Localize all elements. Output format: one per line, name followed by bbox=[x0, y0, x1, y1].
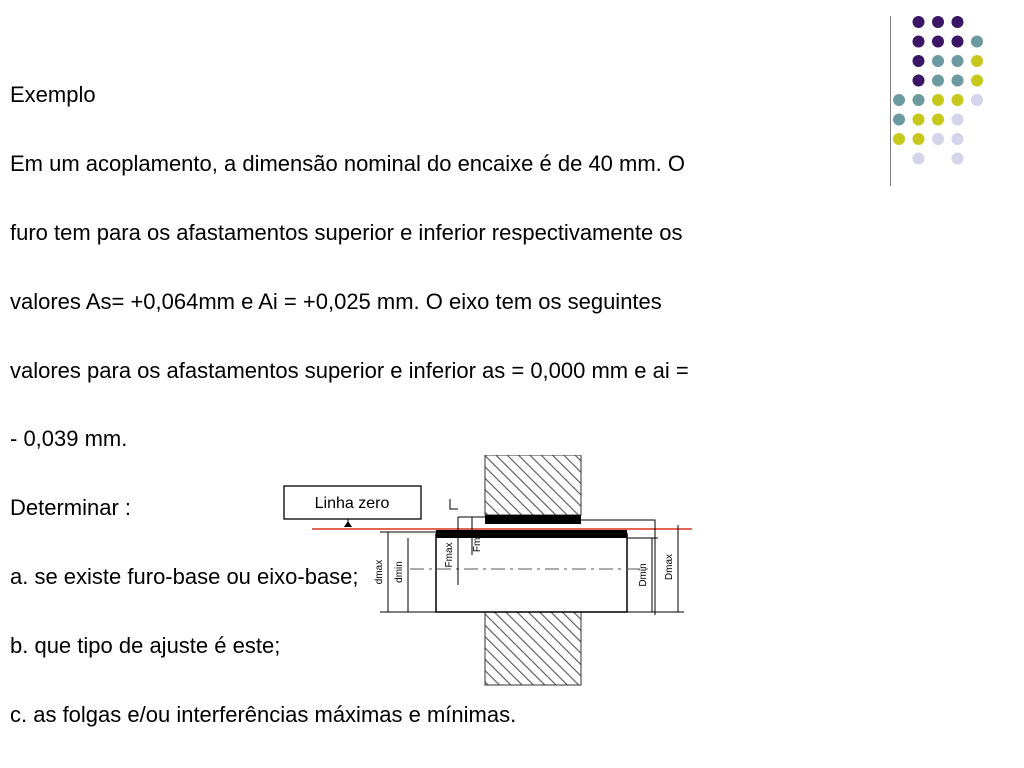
label-Dmax: Dmax bbox=[664, 553, 675, 581]
label-dmin: dmin bbox=[394, 561, 405, 583]
slide-title: Exemplo bbox=[10, 82, 96, 108]
hole-tolerance-band bbox=[485, 515, 581, 524]
decorative-dot bbox=[913, 114, 925, 126]
shaft-body bbox=[436, 534, 627, 612]
label-dmax: dmax bbox=[374, 559, 385, 585]
text-line: furo tem para os afastamentos superior e inferior respectivamente os bbox=[10, 220, 683, 246]
decorative-dot bbox=[932, 114, 944, 126]
leader-line bbox=[450, 499, 458, 509]
decorative-dot bbox=[893, 133, 905, 145]
zero-line-arrowhead bbox=[344, 521, 352, 527]
decorative-dot bbox=[971, 94, 983, 106]
label-Dmin: Dmin bbox=[638, 563, 649, 587]
decorative-dot bbox=[913, 94, 925, 106]
decorative-dot bbox=[952, 55, 964, 67]
decorative-divider-line bbox=[890, 16, 891, 186]
text-line: valores para os afastamentos superior e inferior as = 0,000 mm e ai = bbox=[10, 357, 689, 383]
decorative-dot bbox=[893, 94, 905, 106]
decorative-dot bbox=[952, 75, 964, 87]
decorative-dot bbox=[913, 16, 925, 28]
decorative-dot bbox=[971, 75, 983, 87]
decorative-dot bbox=[913, 133, 925, 145]
decorative-dot bbox=[971, 55, 983, 67]
text-line: Em um acoplamento, a dimensão nominal do encaixe é de 40 mm. O bbox=[10, 151, 686, 177]
decorative-dot bbox=[952, 153, 964, 165]
decorative-dot bbox=[952, 16, 964, 28]
label-fmax: Fmax bbox=[444, 542, 455, 568]
decorative-dot bbox=[932, 94, 944, 106]
decorative-dot bbox=[932, 133, 944, 145]
text-line: - 0,039 mm. bbox=[10, 426, 128, 452]
fit-diagram bbox=[280, 455, 700, 687]
text-line: valores As= +0,064mm e Ai = +0,025 mm. O eixo tem os seguintes bbox=[10, 288, 662, 314]
decorative-dot bbox=[952, 114, 964, 126]
decorative-dot bbox=[952, 94, 964, 106]
zero-line-label: Linha zero bbox=[314, 495, 390, 512]
decorative-dot bbox=[952, 133, 964, 145]
decorative-dot bbox=[932, 75, 944, 87]
label-fmin: Fmin bbox=[472, 529, 483, 553]
text-line: a. se existe furo-base ou eixo-base; bbox=[10, 564, 359, 590]
text-line: c. as folgas e/ou interferências máximas e mínimas. bbox=[10, 701, 517, 727]
decorative-dot bbox=[913, 75, 925, 87]
decorative-dot bbox=[932, 16, 944, 28]
decorative-dot bbox=[971, 36, 983, 48]
decorative-dot bbox=[932, 55, 944, 67]
hole-wall-upper bbox=[485, 455, 581, 515]
decorative-dot bbox=[913, 55, 925, 67]
decorative-dot bbox=[952, 36, 964, 48]
decorative-dot bbox=[913, 36, 925, 48]
text-line: Determinar : bbox=[10, 495, 132, 521]
decorative-dot bbox=[932, 36, 944, 48]
decorative-dot bbox=[913, 153, 925, 165]
text-line: b. que tipo de ajuste é este; bbox=[10, 632, 281, 658]
shaft-tolerance-band bbox=[436, 530, 627, 538]
decorative-dot bbox=[893, 114, 905, 126]
hole-wall-lower bbox=[485, 612, 581, 685]
